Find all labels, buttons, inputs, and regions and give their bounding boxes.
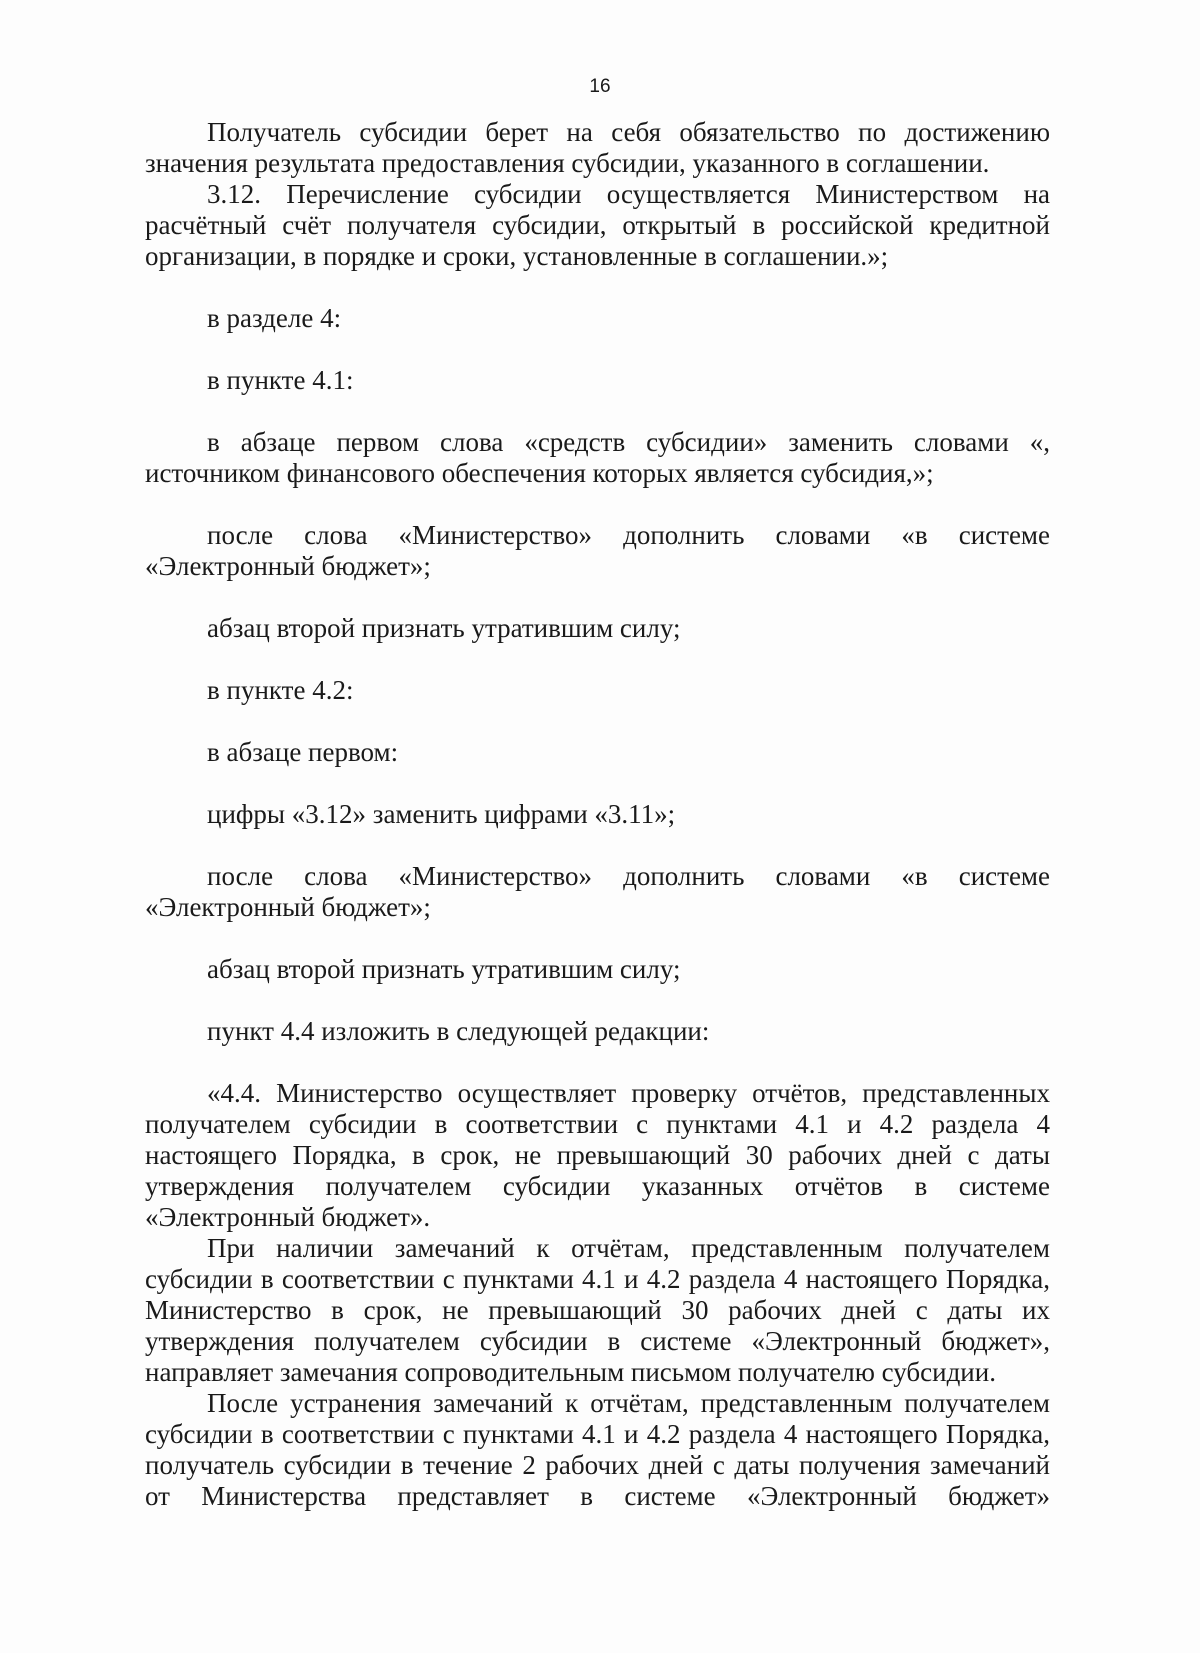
paragraph-section-4: в разделе 4:: [207, 303, 342, 333]
paragraph-remarks: При наличии замечаний к отчётам, представленным получателем субсидии в соответствии с пунктами 4.1 и 4.2 раздела 4 настоящего Порядка, Министерство в срок, не превышающий 30 рабочих дней с даты их утверждения получателем субсидии в системе «Электронный бюджет», направляет замечания сопроводительным письмом получателю субсидии.: [145, 1233, 1050, 1387]
paragraph-4-4: «4.4. Министерство осуществляет проверку отчётов, представленных получателем субсидии в соответствии с пунктами 4.1 и 4.2 раздела 4 настоящего Порядка, в срок, не превышающий 30 рабочих дней с даты утверждения получателем субсидии указанных отчётов в системе «Электронный бюджет».: [145, 1078, 1050, 1232]
paragraph-after-word-ministry-1: после слова «Министерство» дополнить словами «в системе «Электронный бюджет»;: [145, 520, 1050, 581]
paragraph-point-4-1: в пункте 4.1:: [207, 365, 354, 395]
paragraph-abzac-second-void-2: абзац второй признать утратившим силу;: [207, 954, 681, 984]
paragraph-after-word-ministry-2: после слова «Министерство» дополнить словами «в системе «Электронный бюджет»;: [145, 861, 1050, 922]
paragraph-digits-replace: цифры «3.12» заменить цифрами «3.11»;: [207, 799, 676, 829]
paragraph-abzac-second-void-1: абзац второй признать утратившим силу;: [207, 613, 681, 643]
paragraph-point-4-4-intro: пункт 4.4 изложить в следующей редакции:: [207, 1016, 710, 1046]
paragraph-3-12: 3.12. Перечисление субсидии осуществляется Министерством на расчётный счёт получателя субсидии, открытый в российской кредитной организации, в порядке и сроки, установленные в соглашении.»;: [145, 179, 1050, 271]
paragraph-point-4-2: в пункте 4.2:: [207, 675, 354, 705]
paragraph-first-abzac-replace: в абзаце первом слова «средств субсидии» заменить словами «, источником финансового обеспечения которых является субсидия,»;: [145, 427, 1050, 488]
page-number: 16: [589, 76, 611, 97]
document-body: [145, 117, 1050, 1512]
paragraph-obligation: Получатель субсидии берет на себя обязательство по достижению значения результата предоставления субсидии, указанного в соглашении.: [145, 117, 1050, 178]
paragraph-after-remarks: После устранения замечаний к отчётам, представленным получателем субсидии в соответствии с пунктами 4.1 и 4.2 раздела 4 настоящего Порядка, получатель субсидии в течение 2 рабочих дней с даты получения замечаний от Министерства представляет в системе «Электронный бюджет»: [145, 1388, 1050, 1511]
paragraph-first-abzac: в абзаце первом:: [207, 737, 399, 767]
